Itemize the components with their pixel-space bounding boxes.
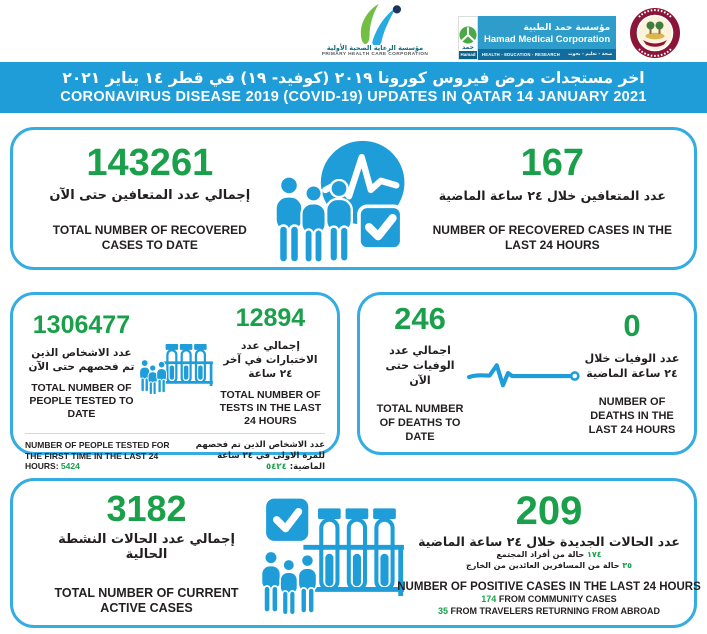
stat-total-recovered xyxy=(31,144,269,253)
first-time-tested-row xyxy=(25,433,325,473)
community-cases-arabic-value: ١٧٤ xyxy=(587,549,602,559)
community-cases-english-value: 174 xyxy=(481,593,497,604)
total-recovered-value: 143261 xyxy=(86,142,214,185)
stat-total-deaths xyxy=(374,300,466,445)
recovered-pulse-check-icon xyxy=(269,134,419,264)
total-deaths-label-arabic: اجمالي عدد الوفيات حتى الآن xyxy=(385,344,455,388)
total-deaths-value: 246 xyxy=(394,300,446,336)
recovered-24h-label-arabic: عدد المتعافين خلال ٢٤ ساعة الماضية xyxy=(438,187,666,203)
test-tubes-people-icon xyxy=(138,336,216,398)
positive-24h-value: 209 xyxy=(515,488,583,533)
panel-active-cases xyxy=(10,478,701,628)
positive-24h-label-arabic: عدد الحالات الجديدة خلال ٢٤ ساعة الماضية xyxy=(418,533,680,549)
qatar-moph-emblem xyxy=(629,7,681,59)
recovered-24h-value: 167 xyxy=(520,142,585,185)
tests-24h-value: 12894 xyxy=(235,304,306,332)
community-cases-arabic-label: حالة من أفراد المجتمع xyxy=(496,549,585,559)
total-deaths-label-english: TOTAL NUMBER OF DEATHS TO DATE xyxy=(376,403,464,444)
phcc-name-english: PRIMARY HEALTH CARE CORPORATION xyxy=(321,52,429,57)
hmc-badge-arabic: حمد xyxy=(462,44,474,51)
stat-positive-24h xyxy=(397,488,701,617)
stat-active-cases xyxy=(35,490,258,616)
traveler-cases-english-value: 35 xyxy=(437,605,448,616)
deaths-24h-label-arabic: عدد الوفيات خلال ٢٤ ساعة الماضية xyxy=(584,351,680,380)
first-time-tested-english-label: NUMBER OF PEOPLE TESTED FOR THE FIRST TIME IN THE LAST 24 HOURS: xyxy=(25,440,170,472)
total-tested-label-arabic: عدد الاشخاص الذين تم فحصهم حتى الآن xyxy=(28,347,135,374)
active-cases-label-english: TOTAL NUMBER OF CURRENT ACTIVE CASES xyxy=(54,585,239,615)
hmc-name-arabic: مؤسسة حمد الطبية xyxy=(523,22,611,33)
deaths-24h-label-english: NUMBER OF DEATHS IN THE LAST 24 HOURS xyxy=(588,395,676,436)
tested-main-row xyxy=(25,305,325,428)
total-tested-value: 1306477 xyxy=(32,311,131,339)
stat-deaths-24h xyxy=(584,310,680,437)
active-cases-value: 3182 xyxy=(106,488,187,530)
heartbeat-flatline-icon xyxy=(466,350,584,398)
stat-total-tested xyxy=(25,312,138,421)
panel-recovered xyxy=(10,127,697,270)
hmc-badge-english: Hamad xyxy=(460,52,476,57)
recovered-24h-label-english: NUMBER OF RECOVERED CASES IN THE LAST 24 HOURS xyxy=(432,222,672,252)
traveler-cases-english xyxy=(438,605,660,617)
hmc-banner xyxy=(478,16,616,60)
hmc-name-english: Hamad Medical Corporation xyxy=(484,33,611,45)
header xyxy=(0,0,707,62)
community-cases-english-label: FROM COMMUNITY CASES xyxy=(498,593,617,604)
community-cases-arabic xyxy=(496,549,601,560)
qatar-emblem-icon xyxy=(629,7,681,59)
banner-title-arabic: اخر مستجدات مرض فيروس كورونا ٢٠١٩ (كوفيد- ١٩) في قطر ١٤ يناير ٢٠٢١ xyxy=(62,69,645,87)
hmc-tagline-arabic: صحة - تعليم - بحوث xyxy=(568,52,613,57)
tests-24h-label-english: TOTAL NUMBER OF TESTS IN THE LAST 24 HOURS xyxy=(219,389,322,428)
panel-deaths xyxy=(357,292,697,455)
first-time-tested-english xyxy=(25,440,185,472)
hmc-emblem-icon xyxy=(459,26,477,44)
banner-title-english: CORONAVIRUS DISEASE 2019 (COVID-19) UPDATES IN QATAR 14 JANUARY 2021 xyxy=(60,89,647,105)
active-cases-label-arabic: إجمالي عدد الحالات النشطة الحالية xyxy=(58,531,235,562)
deaths-24h-value: 0 xyxy=(623,308,641,344)
total-recovered-label-english: TOTAL NUMBER OF RECOVERED CASES TO DATE xyxy=(52,222,247,252)
traveler-cases-english-label: FROM TRAVELERS RETURNING FROM ABROAD xyxy=(450,605,661,616)
panel-tested xyxy=(10,292,340,473)
title-banner xyxy=(0,62,707,113)
hmc-tagline-strip xyxy=(478,49,616,60)
hmc-logo xyxy=(458,16,616,60)
hmc-badge xyxy=(458,16,478,60)
first-time-tested-arabic xyxy=(185,440,325,473)
phcc-swoosh-icon xyxy=(343,3,407,45)
first-time-tested-arabic-label: عدد الاشخاص الذين تم فحصهم للمرة الاولى في ٢٤ ساعة الماضية: xyxy=(195,440,325,473)
total-recovered-label-arabic: إجمالي عدد المتعافين حتى الآن xyxy=(49,187,251,203)
first-time-tested-english-value: 5424 xyxy=(60,461,80,472)
traveler-cases-arabic-value: ٣٥ xyxy=(622,560,633,570)
hmc-names xyxy=(478,16,616,49)
phcc-name-arabic: مؤسسة الرعاية الصحية الأولية xyxy=(326,44,424,52)
community-cases-english xyxy=(481,593,616,605)
hmc-tagline-english: HEALTH - EDUCATION - RESEARCH xyxy=(482,52,560,57)
check-tubes-people-icon xyxy=(258,489,408,617)
first-time-tested-arabic-value: ٥٤٢٤ xyxy=(266,462,287,473)
stat-tests-24h xyxy=(216,305,325,428)
traveler-cases-arabic-label: حالة من المسافرين العائدين من الخارج xyxy=(465,560,620,570)
total-tested-label-english: TOTAL NUMBER OF PEOPLE TESTED TO DATE xyxy=(29,382,134,421)
stat-recovered-24h xyxy=(419,144,686,253)
traveler-cases-arabic xyxy=(466,560,632,571)
phcc-logo xyxy=(300,3,450,61)
positive-24h-label-english: NUMBER OF POSITIVE CASES IN THE LAST 24 HOURS xyxy=(397,580,701,593)
tests-24h-label-arabic: إجمالي عدد الاختبارات في آخر ٢٤ ساعة xyxy=(223,340,318,381)
